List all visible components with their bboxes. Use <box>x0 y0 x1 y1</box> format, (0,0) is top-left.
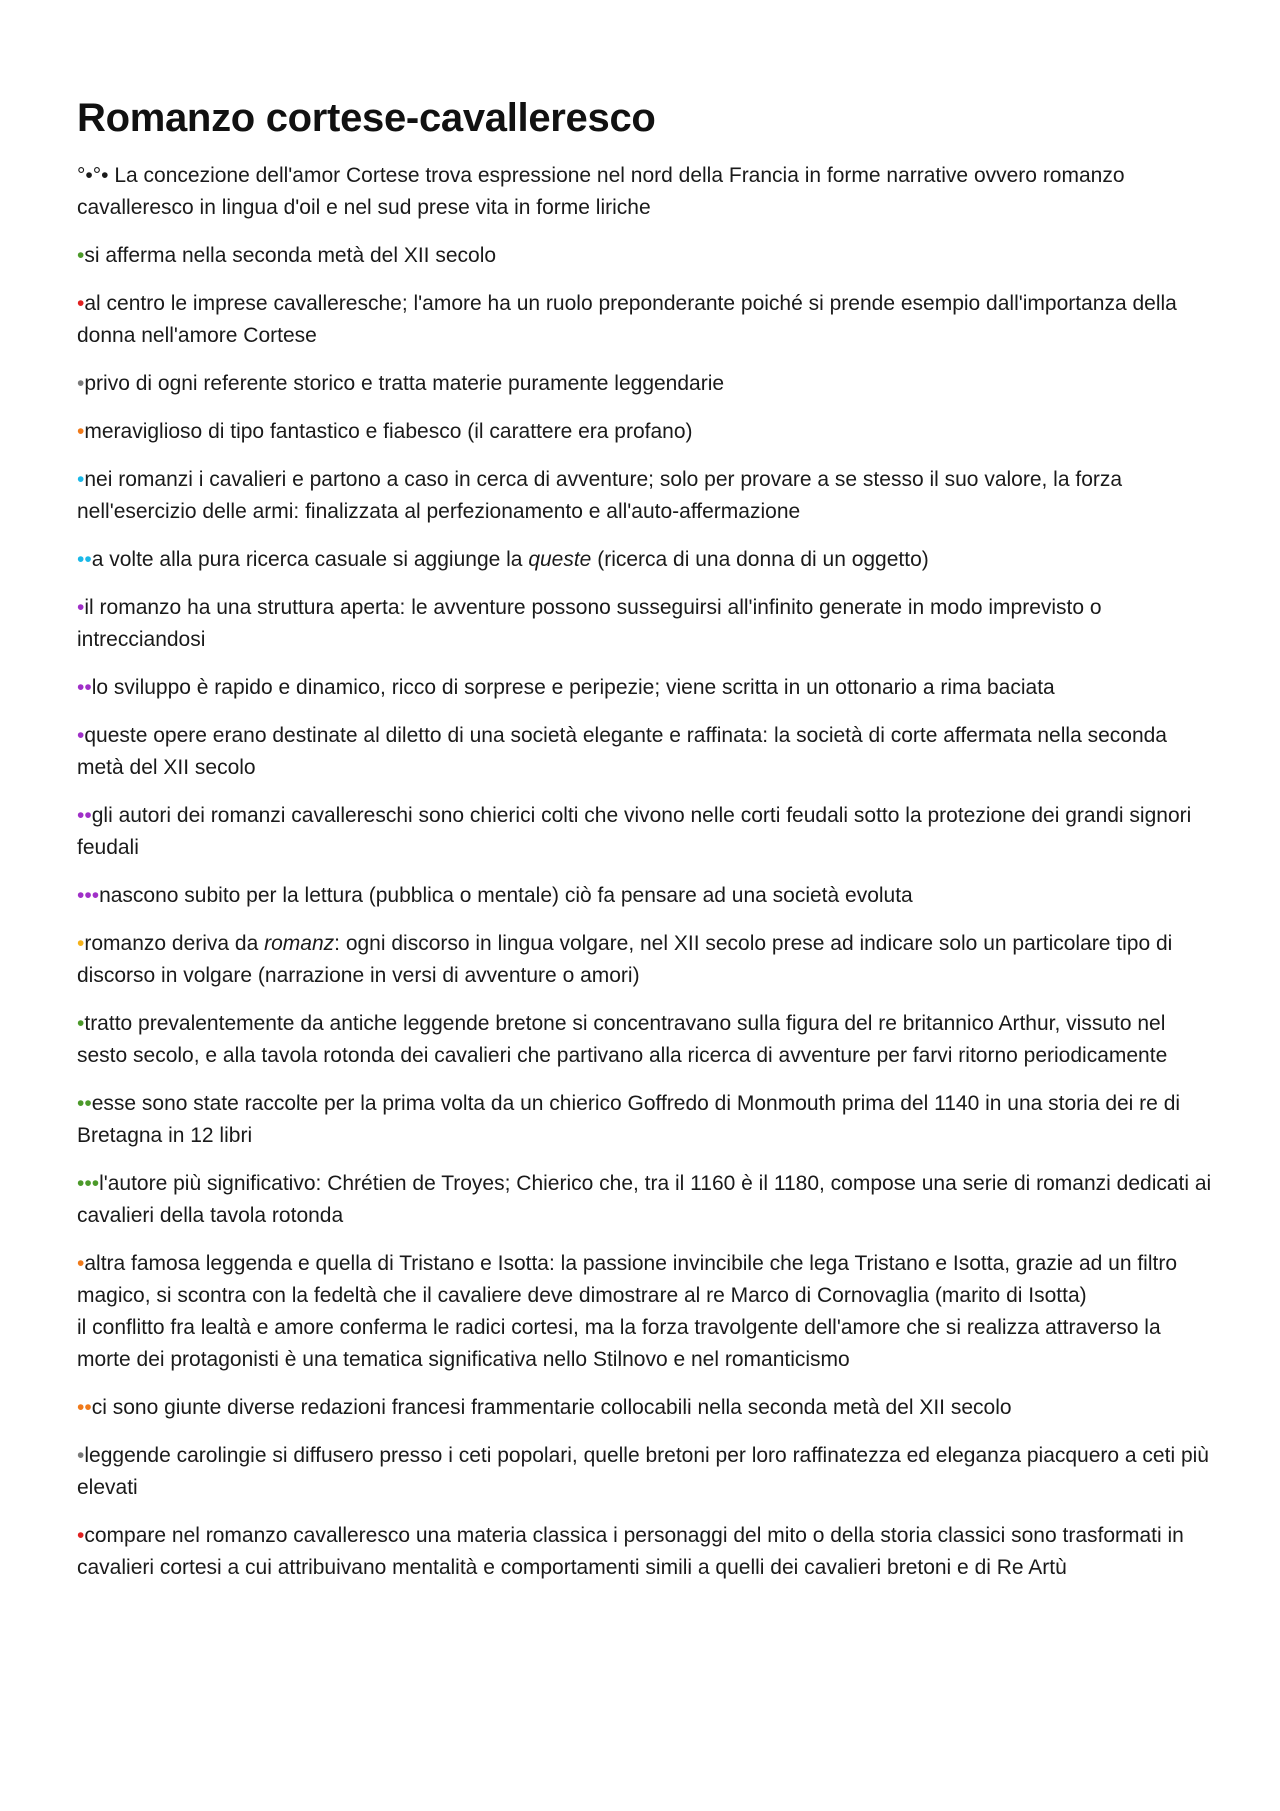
bullet-marker: • <box>77 420 85 443</box>
bullet-paragraph <box>77 672 1217 704</box>
bullet-paragraph <box>77 880 1217 912</box>
bullet-paragraph <box>77 1520 1217 1584</box>
paragraph-text: al centro le imprese cavalleresche; l'amore ha un ruolo preponderante poiché si prende esempio dall'importanza della donna nell'amore Cortese <box>77 292 1177 347</box>
bullet-marker: •• <box>77 804 92 827</box>
paragraph-text: ci sono giunte diverse redazioni francesi frammentarie collocabili nella seconda metà del XII secolo <box>91 1396 1012 1419</box>
paragraph-text: tratto prevalentemente da antiche leggende bretone si concentravano sulla figura del re britannico Arthur, vissuto nel sesto secolo, e alla tavola rotonda dei cavalieri che partivano alla ricerca di avventure per farvi ritorno periodicamente <box>77 1012 1168 1067</box>
paragraph-text: leggende carolingie si diffusero presso i ceti popolari, quelle bretoni per loro raffinatezza ed eleganza piacquero a ceti più elevati <box>77 1444 1209 1499</box>
bullet-paragraph <box>77 368 1217 400</box>
paragraph-text: esse sono state raccolte per la prima volta da un chierico Goffredo di Monmouth prima del 1140 in una storia dei re di Bretagna in 12 libri <box>77 1092 1181 1147</box>
bullet-marker: •• <box>77 1092 92 1115</box>
intro-paragraph <box>77 160 1217 224</box>
paragraph-text: lo sviluppo è rapido e dinamico, ricco di sorprese e peripezie; viene scritta in un ottonario a rima baciata <box>91 676 1055 699</box>
bullet-marker: • <box>77 292 85 315</box>
bullet-paragraph <box>77 720 1217 784</box>
paragraph-text-after: : ogni discorso in lingua volgare, nel XII secolo prese ad indicare solo un particolare tipo di discorso in volgare (narrazione in versi di avventure o amori) <box>77 932 1173 987</box>
bullet-marker: • <box>77 1252 85 1275</box>
bullet-paragraph <box>77 416 1217 448</box>
paragraph-text: nascono subito per la lettura (pubblica o mentale) ciò fa pensare ad una società evoluta <box>99 884 913 907</box>
paragraph-text: l'autore più significativo: Chrétien de Troyes; Chierico che, tra il 1160 è il 1180, compose una serie di romanzi dedicati ai cavalieri della tavola rotonda <box>77 1172 1212 1227</box>
bullet-marker: • <box>77 372 85 395</box>
paragraph-text: queste opere erano destinate al diletto di una società elegante e raffinata: la società di corte affermata nella seconda metà del XII secolo <box>77 724 1167 779</box>
paragraph-italic-term: romanz <box>264 932 335 955</box>
paragraph-text-after: (ricerca di una donna di un oggetto) <box>591 548 929 571</box>
intro-bullet-marks: °•°• <box>77 164 109 187</box>
intro-text: La concezione dell'amor Cortese trova espressione nel nord della Francia in forme narrative ovvero romanzo cavalleresco in lingua d'oil e nel sud prese vita in forme liriche <box>77 164 1125 219</box>
paragraph-text: il romanzo ha una struttura aperta: le avventure possono susseguirsi all'infinito generate in modo imprevisto o intrecciandosi <box>77 596 1102 651</box>
bullet-paragraph <box>77 592 1217 656</box>
paragraph-text: compare nel romanzo cavalleresco una materia classica i personaggi del mito o della storia classici sono trasformati in cavalieri cortesi a cui attribuivano mentalità e comportamenti simili a quelli dei cavalieri bretoni e di Re Artù <box>77 1524 1184 1579</box>
bullet-marker: • <box>77 1012 85 1035</box>
paragraph-text-before: a volte alla pura ricerca casuale si aggiunge la <box>91 548 529 571</box>
bullet-marker: • <box>77 1444 85 1467</box>
document-page <box>77 92 1217 1600</box>
bullet-marker: • <box>77 932 85 955</box>
bullet-marker: •• <box>77 1396 92 1419</box>
bullet-paragraph <box>77 800 1217 864</box>
bullet-paragraph <box>77 288 1217 352</box>
paragraph-text: privo di ogni referente storico e tratta materie puramente leggendarie <box>84 372 725 395</box>
paragraph-text: nei romanzi i cavalieri e partono a caso in cerca di avventure; solo per provare a se stesso il suo valore, la forza nell'esercizio delle armi: finalizzata al perfezionamento e all'auto-affermazione <box>77 468 1123 523</box>
bullet-paragraph <box>77 928 1217 992</box>
bullet-marker: •• <box>77 676 92 699</box>
bullet-marker: •• <box>77 548 92 571</box>
bullet-marker: ••• <box>77 1172 100 1195</box>
paragraph-text-before: romanzo deriva da <box>84 932 265 955</box>
paragraph-text-line-2: il conflitto fra lealtà e amore conferma le radici cortesi, ma la forza travolgente dell'amore che si realizza attraverso la morte dei protagonisti è una tematica significativa nello Stilnovo e nel romanticismo <box>77 1316 1161 1371</box>
paragraph-italic-term: queste <box>528 548 592 571</box>
bullet-paragraph <box>77 1168 1217 1232</box>
bullet-paragraph <box>77 1248 1217 1376</box>
bullet-paragraph <box>77 464 1217 528</box>
bullet-paragraph <box>77 1392 1217 1424</box>
bullet-marker: • <box>77 724 85 747</box>
bullet-paragraph <box>77 544 1217 576</box>
bullet-paragraph <box>77 1008 1217 1072</box>
paragraph-text: altra famosa leggenda e quella di Tristano e Isotta: la passione invincibile che lega Tristano e Isotta, grazie ad un filtro magico, si scontra con la fedeltà che il cavaliere deve dimostrare al re Marco di Cornovaglia (marito di Isotta) <box>77 1252 1178 1307</box>
bullet-paragraph <box>77 240 1217 272</box>
paragraph-text: meraviglioso di tipo fantastico e fiabesco (il carattere era profano) <box>84 420 693 443</box>
paragraph-text: gli autori dei romanzi cavallereschi sono chierici colti che vivono nelle corti feudali sotto la protezione dei grandi signori feudali <box>77 804 1192 859</box>
paragraph-text: si afferma nella seconda metà del XII secolo <box>84 244 497 267</box>
bullet-paragraph <box>77 1440 1217 1504</box>
bullet-marker: • <box>77 468 85 491</box>
bullet-marker: • <box>77 596 85 619</box>
bullet-marker: ••• <box>77 884 100 907</box>
bullet-marker: • <box>77 1524 85 1547</box>
page-title: Romanzo cortese-cavalleresco <box>77 96 656 140</box>
bullet-paragraph <box>77 1088 1217 1152</box>
bullet-marker: • <box>77 244 85 267</box>
